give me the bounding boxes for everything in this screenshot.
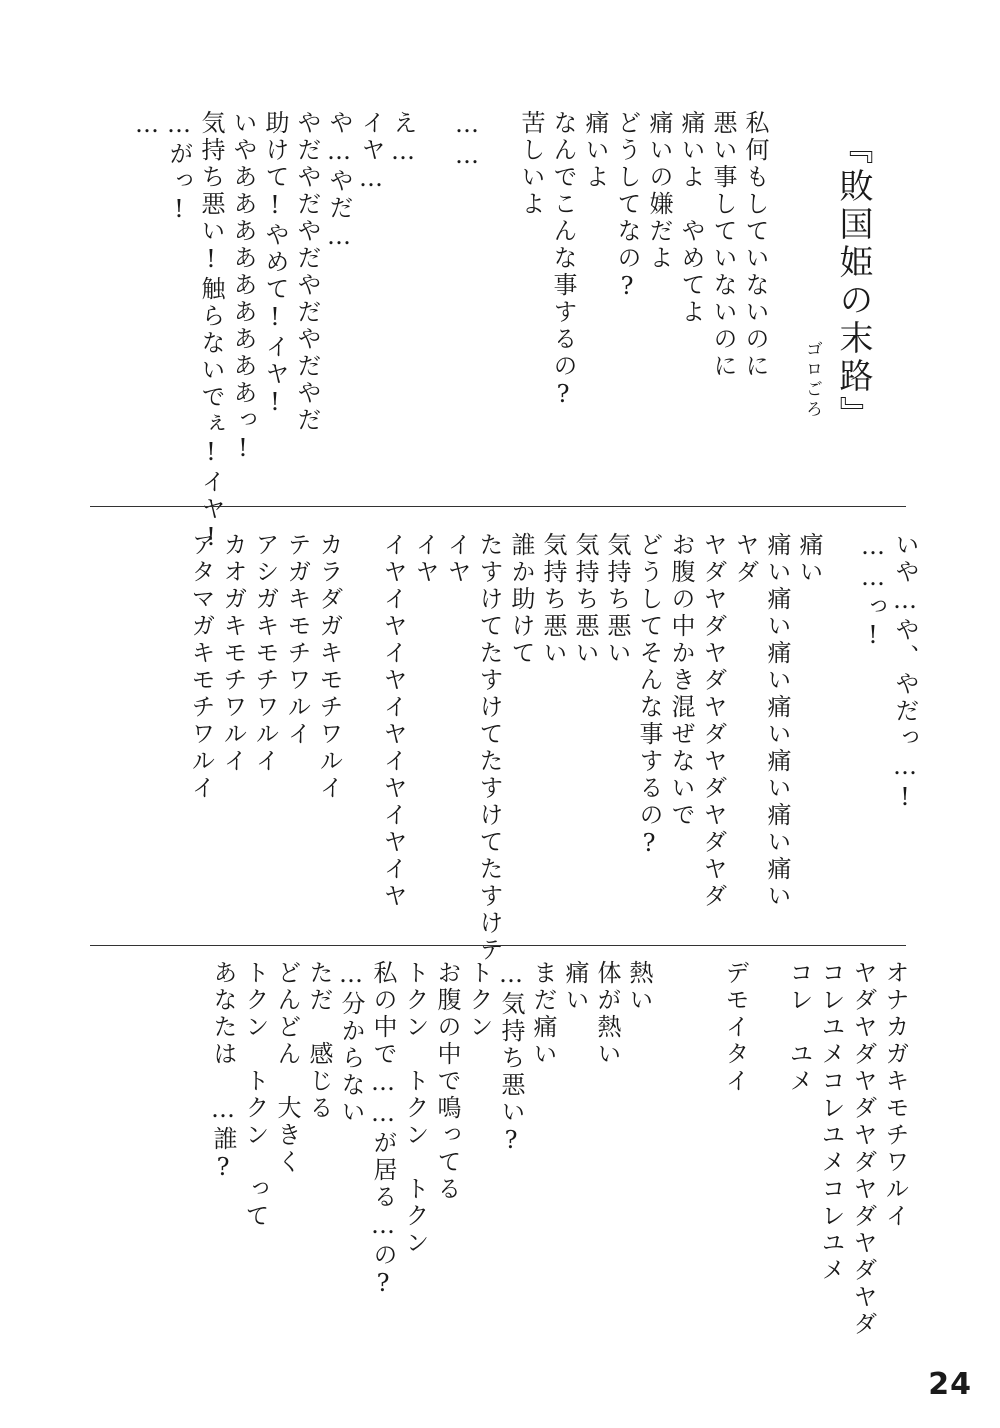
text-line: いやあああああああああっ! xyxy=(229,110,257,465)
text-line: 痛いよ やめてよ xyxy=(677,110,705,326)
text-line: トクン トクン って xyxy=(241,960,269,1230)
text-line: 体が熱い xyxy=(593,960,621,1068)
text-line: 助けて!やめて!イヤ! xyxy=(261,110,289,419)
text-line: 私の中で……が居る…の? xyxy=(369,960,397,1300)
text-line: どうしてなの? xyxy=(613,110,641,303)
text-line: ヤダヤダヤダヤダヤダヤダヤダ xyxy=(849,960,877,1338)
text-line: …分からない xyxy=(337,960,365,1126)
text-line: 痛い痛い痛い痛い痛い痛い痛い xyxy=(763,532,791,910)
author-name: ゴロごろ xyxy=(802,340,822,420)
text-line: どうしてそんな事するの? xyxy=(635,532,663,860)
text-line: カオガキモチワルイ xyxy=(219,532,247,775)
text-line: カラダガキモチワルイ xyxy=(315,532,343,802)
text-line: … xyxy=(133,110,161,141)
text-line: どんどん 大きく xyxy=(273,960,301,1176)
text-line: …気持ち悪い? xyxy=(497,960,525,1157)
text-line: え… xyxy=(389,110,417,168)
title: 『敗国姫の末路』 xyxy=(833,130,873,434)
text-line: トクン xyxy=(465,960,493,1041)
text-line: あなたは …誰? xyxy=(209,960,237,1184)
text-line: ヤダヤダヤダヤダヤダヤダヤダ xyxy=(699,532,727,910)
text-line: 気持ち悪い xyxy=(571,532,599,667)
text-line: オナカガキモチワルイ xyxy=(881,960,909,1230)
text-line: アタマガキモチワルイ xyxy=(187,532,215,802)
text-line: イヤ xyxy=(443,532,471,586)
text-line: いや…や、やだっ…! xyxy=(891,532,919,814)
text-line: テガキモチワルイ xyxy=(283,532,311,748)
text-line: 気持ち悪い!触らないでぇ!イヤ! xyxy=(197,110,225,554)
text-line: 苦しいよ xyxy=(517,110,545,218)
section-divider xyxy=(90,945,906,946)
text-line: 気持ち悪い xyxy=(603,532,631,667)
text-line: イヤ… xyxy=(357,110,385,195)
text-line: なんでこんな事するの? xyxy=(549,110,577,411)
text-line: 気持ち悪い xyxy=(539,532,567,667)
text-line: コレユメコレユメコレユメ xyxy=(817,960,845,1284)
page-number: 24 xyxy=(928,1367,972,1402)
text-line: イヤ xyxy=(411,532,439,586)
text-line: イヤイヤイヤイヤイヤイヤイヤ xyxy=(379,532,407,910)
section-divider xyxy=(90,506,906,507)
text-line: たすけてたすけてたすけてたすけテ xyxy=(475,532,503,964)
text-line: 痛いよ xyxy=(581,110,609,191)
text-line: …がっ! xyxy=(165,110,193,226)
text-line: 熱い xyxy=(625,960,653,1014)
text-line: デモイタイ xyxy=(721,960,749,1095)
text-section-3 xyxy=(90,960,910,1350)
text-line: 悪い事していないのに xyxy=(709,110,737,380)
text-line: トクン トクン トクン xyxy=(401,960,429,1257)
text-line: まだ痛い xyxy=(529,960,557,1068)
text-line: お腹の中で鳴ってる xyxy=(433,960,461,1203)
text-line: コレ ユメ xyxy=(785,960,813,1095)
text-line: …… xyxy=(453,110,481,172)
text-line: ……っ! xyxy=(859,532,887,652)
text-line: 痛い xyxy=(561,960,589,1014)
text-line: や…やだ… xyxy=(325,110,353,253)
text-line: 痛いの嫌だよ xyxy=(645,110,673,272)
text-line: 痛い xyxy=(795,532,823,586)
text-line: やだやだやだやだやだやだ xyxy=(293,110,321,434)
text-line: ただ 感じる xyxy=(305,960,333,1122)
text-line: 私何もしていないのに xyxy=(741,110,769,380)
text-line: 誰か助けて xyxy=(507,532,535,667)
text-line: アシガキモチワルイ xyxy=(251,532,279,775)
text-section-1 xyxy=(90,110,910,554)
text-section-2 xyxy=(90,532,919,964)
text-line: お腹の中かき混ぜないで xyxy=(667,532,695,829)
text-line: ヤダ xyxy=(731,532,759,586)
